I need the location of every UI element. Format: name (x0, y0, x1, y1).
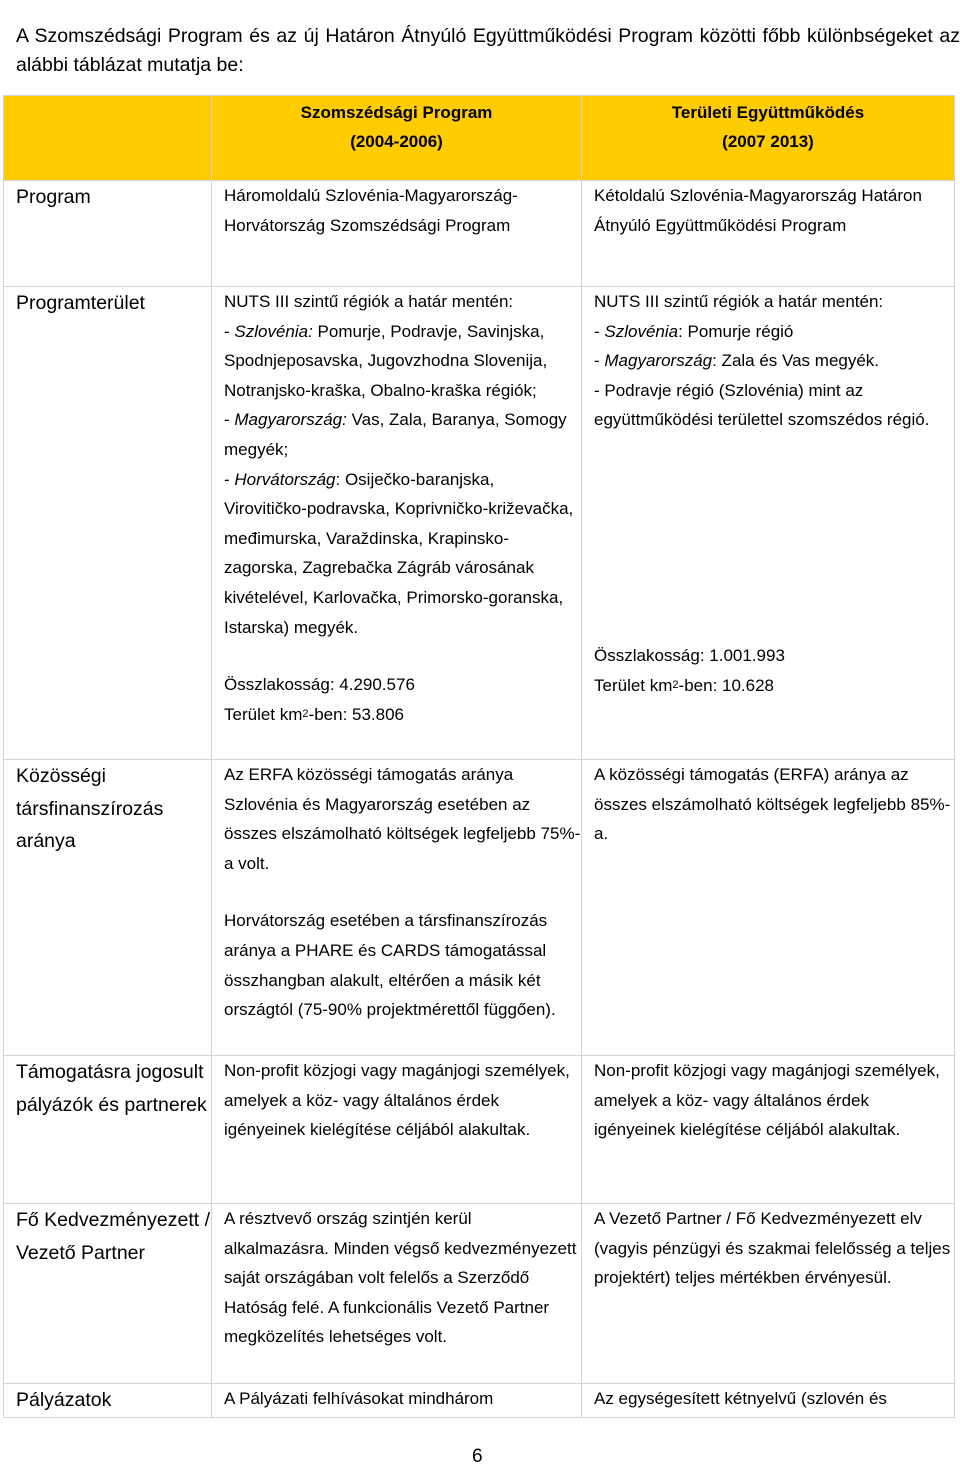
header-old-program (212, 96, 582, 181)
program-old-cell: Háromoldalú Szlovénia-Magyarország-Horvátország Szomszédsági Program (212, 181, 582, 287)
table-row-area (4, 287, 955, 760)
cofin-new-cell: A közösségi támogatás (ERFA) aránya az összes elszámolható költségek legfeljebb 85%-a. (582, 760, 955, 1056)
area-new-podravje: - Podravje régió (Szlovénia) mint az együttműködési területtel szomszédos régió. (594, 380, 930, 430)
table-row-eligible (4, 1056, 955, 1204)
area-old-croatia: - Horvátország: Osiječko-baranjska, Virovitičko-podravska, Koprivničko-križevačka, međimurska, Varaždinska, Krapinsko-zagorska, Zagrebačka Zágráb városának kivételével, Karlovačka, Primorsko-goranska, Istarska) megyék. (224, 469, 574, 637)
header-old-title: Szomszédsági Program (300, 103, 493, 122)
page-number: 6 (472, 1446, 483, 1467)
comparison-table (3, 95, 955, 1418)
area-new-population: Összlakosság: 1.001.993 (594, 645, 785, 665)
table-row-lead-partner (4, 1204, 955, 1384)
header-empty-cell (4, 96, 212, 181)
area-new-intro: NUTS III szintű régiók a határ mentén: (594, 292, 884, 311)
country-name-slovenia: Szlovénia: (234, 321, 313, 341)
country-name-slovenia: Szlovénia (604, 321, 679, 341)
country-name-croatia: Horvátország (234, 469, 336, 489)
table-header-row (4, 96, 955, 181)
intro-paragraph: A Szomszédsági Program és az új Határon Átnyúló Együttműködési Program közötti főbb különbségeket az alábbi táblázat mutatja be: (16, 24, 960, 76)
area-new-slovenia: - Szlovénia: Pomurje régió (594, 321, 794, 341)
calls-new-cell: Az egységesített kétnyelvű (szlovén és (582, 1384, 955, 1418)
header-new-title: Területi Együttműködés (671, 103, 865, 122)
row-label-area: Programterület (4, 287, 212, 760)
table-row-calls (4, 1384, 955, 1418)
row-label-cofinancing: Közösségi társfinanszírozás aránya (4, 760, 212, 1056)
cofin-old-erfa: Az ERFA közösségi támogatás aránya Szlovénia és Magyarország esetében az összes elszámolható költségek legfeljebb 75%-a volt. (224, 765, 581, 873)
eligible-new-cell: Non-profit közjogi vagy magánjogi személyek, amelyek a köz- vagy általános érdek igényeinek kielégítése céljából alakultak. (582, 1056, 955, 1204)
calls-old-cell: A Pályázati felhívásokat mindhárom (212, 1384, 582, 1418)
area-new-size: Terület $km^2$-ben: 10.628 (594, 675, 775, 695)
area-new-cell (582, 287, 955, 760)
row-label-calls: Pályázatok (4, 1384, 212, 1418)
lead-new-cell: A Vezető Partner / Fő Kedvezményezett elv (vagyis pénzügyi és szakmai felelősség a teljes projektért) teljes mértékben érvényesül. (582, 1204, 955, 1384)
area-old-slovenia: - Szlovénia: Pomurje, Podravje, Savinjska, Spodnjeposavska, Jugovzhodna Slovenija, Notranjsko-kraška, Obalno-kraška régiók; (224, 321, 548, 400)
lead-old-cell: A résztvevő ország szintjén kerül alkalmazásra. Minden végső kedvezményezett saját országában volt felelős a Szerződő Hatóság felé. A funkcionális Vezető Partner megközelítés lehetséges volt. (212, 1204, 582, 1384)
row-label-eligible: Támogatásra jogosult pályázók és partnerek (4, 1056, 212, 1204)
area-old-size: Terület $km^2$-ben: 53.806 (224, 704, 405, 724)
area-new-hungary: - Magyarország: Zala és Vas megyék. (594, 351, 880, 371)
program-new-cell: Kétoldalú Szlovénia-Magyarország Határon Átnyúló Együttműködési Program (582, 181, 955, 287)
area-old-population: Összlakosság: 4.290.576 (224, 675, 415, 695)
table-row-program (4, 181, 955, 287)
country-name-hungary: Magyarország (604, 351, 713, 371)
header-new-program (582, 96, 955, 181)
header-new-period: (2007 2013) (722, 132, 814, 151)
table-row-cofinancing (4, 760, 955, 1056)
header-old-period: (2004-2006) (350, 132, 443, 151)
country-name-hungary: Magyarország: (234, 410, 347, 430)
row-label-lead-partner: Fő Kedvezményezett / Vezető Partner (4, 1204, 212, 1384)
cofin-old-croatia: Horvátország esetében a társfinanszírozás aránya a PHARE és CARDS támogatással összhangban alakult, eltérően a másik két országtól (75-90% projektmérettől függően). (224, 911, 556, 1020)
area-old-cell (212, 287, 582, 760)
row-label-program: Program (4, 181, 212, 287)
area-old-intro: NUTS III szintű régiók a határ mentén: (224, 292, 514, 311)
eligible-old-cell: Non-profit közjogi vagy magánjogi személyek, amelyek a köz- vagy általános érdek igényeinek kielégítése céljából alakultak. (212, 1056, 582, 1204)
area-old-hungary: - Magyarország: Vas, Zala, Baranya, Somogy megyék; (224, 410, 567, 459)
cofin-old-cell (212, 760, 582, 1056)
